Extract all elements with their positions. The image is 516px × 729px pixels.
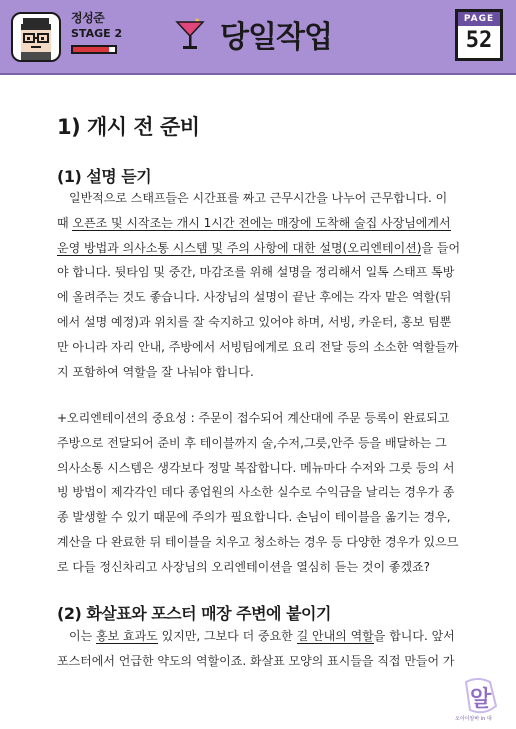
- page-label: PAGE: [458, 12, 500, 26]
- page-title: 당일작업: [220, 20, 332, 55]
- para3-a: 이는: [57, 629, 96, 643]
- hp-bar: [71, 45, 117, 54]
- page-badge: [455, 9, 503, 61]
- player-name: 정성준: [71, 11, 105, 25]
- para3-underline-2: 길 안내의 역할: [296, 629, 374, 643]
- para3-b: 있지만, 그보다 더 중요한: [157, 629, 297, 643]
- stage-label: STAGE 2: [71, 27, 123, 40]
- para1-underline-a: 오픈조: [72, 215, 108, 230]
- para3-c: 을 합니다. 앞서 포스터에서 언급한 약도의 역할이죠. 화살표 모양의 표시들을 직접 만들어 가: [57, 629, 455, 668]
- para1-rest: 을 들어야 합니다. 뒷타임 및 중간, 마감조를 위해 설명을 정리해서 일톡 스태프 톡방에 올려주는 것도 좋습니다. 사장님의 설명이 끝난 후에는 각자 맡은 역할(뒤에서 설명 예정)과 위치를 잘 숙지하고 있어야 하며, 서빙, 카운터, 홍보 팀뿐만 아니라 자리 안내, 주방에서 서빙팀에게로 요리 전달 등의 소소한 역할들까지 포함하여 역할을 잘 나눠야 합니다.: [57, 240, 461, 379]
- page-number: 52: [465, 28, 493, 53]
- para1-underline-b: 및 시작조는 개시 1시간 전에는 매장에 도착해 술집 사장님에게서 운영 방법과 의사소통 시스템 및 주의 사항에 대한 설명(오리엔테이션): [57, 215, 451, 255]
- body-paragraph-1: [57, 186, 462, 384]
- logo-letter: 알: [470, 687, 492, 712]
- section-title: 1) 개시 전 준비: [57, 115, 200, 139]
- subsection-title-2: (2) 화살표와 포스터 매장 주변에 붙이기: [57, 604, 331, 623]
- hp-bar-fill: [73, 47, 109, 52]
- page-header: [0, 0, 516, 75]
- body-paragraph-2: +오리엔테이션의 중요성 : 주문이 접수되어 계산대에 주문 등록이 완료되고 주방으로 전달되어 준비 후 테이블까지 술,수저,그릇,안주 등을 배달하는 그 의사소통 시스템은 생각보다 정말 복잡합니다. 메뉴마다 수저와 그릇 등의 서빙 방법이 제각각인 데다 종업원의 사소한 실수로 수익금을 날리는 경우가 종종 발생할 수 있기 때문에 주의가 필요합니다. 손님이 테이블을 옮기는 경우, 계산을 다 완료한 뒤 테이블을 치우고 청소하는 경우 등 다양한 경우가 있으므로 다들 정신차리고 사장님의 오리엔테이션을 열심히 듣는 것이 좋겠죠?: [57, 411, 459, 574]
- logo-caption: 오아이알바 in 대: [455, 716, 492, 722]
- pixel-face-icon: [13, 14, 59, 60]
- para1-lead: 일반적으로 스태프들은 시간표를 짜고 근무시간을 나누어 근무합니다. 이 때: [57, 191, 448, 230]
- subsection-title-1: (1) 설명 듣기: [57, 167, 152, 186]
- avatar: [11, 12, 61, 62]
- body-paragraph-3: [57, 624, 462, 674]
- para3-underline-1: 홍보 효과도: [96, 629, 158, 643]
- cocktail-icon: [175, 16, 205, 52]
